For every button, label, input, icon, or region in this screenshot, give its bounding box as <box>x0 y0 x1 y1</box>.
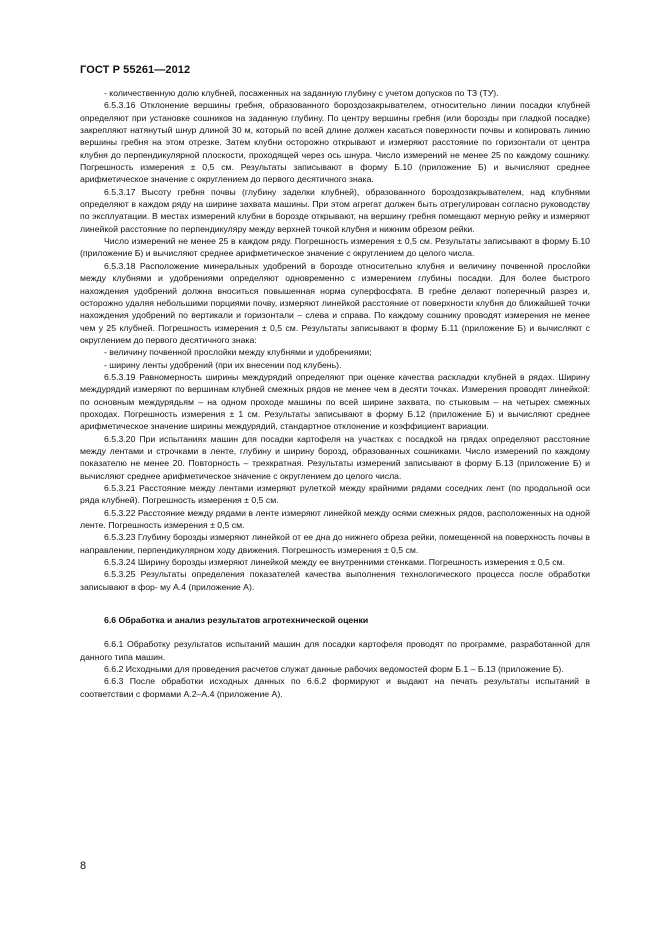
paragraph: - ширину ленты удобрений (при их внесении под клубень). <box>104 359 342 370</box>
paragraph: 6.6.2 Исходными для проведения расчетов служат данные рабочих ведомостей форм Б.1 – Б.13 (приложение Б). <box>104 664 564 675</box>
paragraph: 6.5.3.20 При испытаниях машин для посадки картофеля на участках с посадкой на грядах определяют расстояние между лентами и строчками в ленте, глубину и ширину борозд, образованных сошниками. Число измерений по каждому показателю не менее 20. Повторность – трехкратная. Результаты измерений записывают в форму Б.13 (приложение Б) и вычисляют среднее арифметическое значение с округлением до целого числа. <box>80 433 590 481</box>
paragraph: 6.5.3.22 Расстояние между рядами в ленте измеряют линейкой между осями смежных рядов, расположенных на одной ленте. Погрешность измерения ± 0,5 см. <box>80 507 590 531</box>
paragraph: 6.5.3.21 Расстояние между лентами измеряют рулеткой между крайними рядами соседних лент (по продольной оси ряда клубней). Погрешность измерения ± 0,5 см. <box>80 483 590 506</box>
document-body <box>80 87 590 700</box>
paragraph: 6.5.3.19 Равномерность ширины междурядий определяют при оценке качества раскладки клубней в рядах. Ширину междурядий измеряют по вершинам клубней смежных рядов не менее чем в десяти точках. Измерения проводят линейкой: по основным междурядьям – на одном проходе машины по всей ширине захвата, по стыковым – на четырех смежных проходах. Погрешность измерения ± 1 см. Результаты записывают в форму Б.12 (приложение Б) и вычисляют среднее арифметическое значение ширины междурядий, стандартное отклонение и коэффициент вариации. <box>80 371 590 432</box>
page-number: 8 <box>80 860 87 872</box>
paragraph: 6.5.3.23 Глубину борозды измеряют линейкой от ее дна до нижнего обреза рейки, помещенной на поверхность почвы в направлении, перпендикулярном ходу движения. Погрешность измерения ± 0,5 см. <box>80 532 590 555</box>
paragraph: - количественную долю клубней, посаженных на заданную глубину с учетом допусков по ТЗ (ТУ). <box>104 88 499 98</box>
paragraph: 6.5.3.18 Расположение минеральных удобрений в борозде относительно клубня и величину почвенной прослойки между клубнями и удобрениями определяют одновременно с измерением глубины посадки. Для более быстрого нахождения удобрений должна вноситься повышенная норма суперфосфата. В гребне делают поперечный разрез и, осторожно удаляя небольшими порциями почву, измеряют линейкой расстояние от поверхности клубня до ближайшей точки нахождения удобрений по вертикали и горизонтали – слева и справа. По каждому сошнику проводят измерения не менее чем у 25 клубней. Погрешность измерения ± 0,5 см. Результаты записывают в форму Б.11 (приложение Б) и вычисляют с округлением до первого десятичного знака: <box>80 260 590 345</box>
paragraph: Число измерений не менее 25 в каждом ряду. Погрешность измерения ± 0,5 см. Результаты записывают в форму Б.10 (приложение Б) и вычисляют среднее арифметическое значение с округлением до целого числа. <box>80 236 590 259</box>
paragraph: - величину почвенной прослойки между клубнями и удобрениями; <box>104 347 372 358</box>
standard-header: ГОСТ Р 55261—2012 <box>80 64 191 76</box>
paragraph: 6.5.3.25 Результаты определения показателей качества выполнения технологического процесса после обработки записывают в фор- му А.4 (приложение А). <box>80 569 590 592</box>
paragraph: 6.5.3.17 Высоту гребня почвы (глубину заделки клубней), образованного бороздозакрывателем, над клубнями определяют в каждом ряду на ширине захвата машины. При этом агрегат должен быть отрегулирован согласно руководству по эксплуатации. В местах измерений клубни в борозде открывают, на вершину гребня помещают мерную рейку и измеряют линейкой расстояние по перпендикуляру между верхней точкой клубня и нижним обрезом рейки. <box>80 186 590 234</box>
paragraph: 6.6.3 После обработки исходных данных по 6.6.2 формируют и выдают на печать результаты испытаний в соответствии с формами А.2–А.4 (приложение А). <box>80 676 590 699</box>
paragraph: 6.5.3.16 Отклонение вершины гребня, образованного бороздозакрывателем, относительно линии посадки клубней определяют при установке сошников на заданную глубину. По центру вершины гребня (или борозды при гладкой посадке) закрепляют натянутый шнур длиной 30 м, который по всей длине должен касаться поверхности почвы и копировать линию вершины гребня на этом отрезке. Затем клубни осторожно открывают и измеряют расстояние по горизонтали от центра клубня до перпендикулярной плоскости, проходящей через ось шнура. Число измерений не менее 25 по каждому сошнику. Погрешность измерения ± 0,5 см. Результаты записывают в форму Б.10 (приложение Б) и вычисляют среднее арифметическое значение с округлением до первого десятичного знака. <box>80 100 590 185</box>
paragraph: 6.6.1 Обработку результатов испытаний машин для посадки картофеля проводят по программе, разработанной для данного типа машин. <box>80 639 590 662</box>
paragraph: 6.5.3.24 Ширину борозды измеряют линейкой между ее внутренними стенками. Погрешность измерения ± 0,5 см. <box>104 557 566 568</box>
section-heading: 6.6 Обработка и анализ результатов агротехнической оценки <box>104 615 369 626</box>
